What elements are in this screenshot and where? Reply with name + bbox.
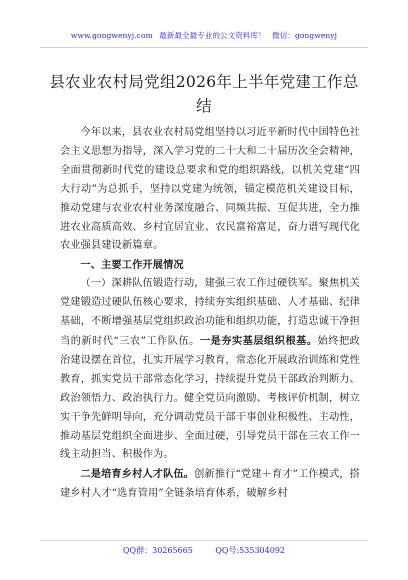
document-title: 县农业农村局党组2026年上半年党建工作总结 xyxy=(49,73,359,115)
site-tagline: 最新最全最专业的公文资料库！ xyxy=(159,31,266,40)
subsection-paragraph xyxy=(60,275,360,465)
subsection-text: 聚焦机关党建锻造过硬队伍核心要求，持续夯实组织基础、人才基础、纪律基础，不断增强基层党组织政治功能和组织功能，打造忠诚干净担当的新时代“三农”工作队伍。 xyxy=(60,278,360,347)
point-two-heading: 二是培育乡村人才队伍。 xyxy=(80,468,195,481)
point-two-text: 创新推行“党建＋育才”工作模式，搭建乡村人才“选育管用”全链条培育体系，破解乡村 xyxy=(60,469,360,500)
document-body xyxy=(60,124,360,504)
qq-group: QQ群：30265665 xyxy=(122,546,193,555)
qq-number: QQ号:535304092 xyxy=(215,546,285,555)
footer-divider xyxy=(40,540,368,541)
site-header xyxy=(0,30,408,41)
header-divider xyxy=(40,47,368,48)
site-url-link[interactable]: www.gongwenyj.com xyxy=(70,31,153,40)
subsection-heading: （一）深耕队伍锻造行动，建强三农工作过硬铁军。 xyxy=(80,278,319,290)
point-one-heading: 一是夯实基层组织根基。 xyxy=(199,334,318,347)
intro-paragraph: 今年以来，县农业农村局党组坚持以习近平新时代中国特色社会主义思想为指导，深入学习党的二十大和二十届历次全会精神，全面贯彻新时代党的建设总要求和党的组织路线，以机关党建“四大行动”为总抓手，坚持以党建为统领，锚定模范机关建设目标，推动党建与农业农村业务深度融合、同频共振、互促共进，全力推进农业高质高效、乡村宜居宜业、农民富裕富足，奋力谱写现代化农业强县建设新篇章。 xyxy=(60,127,360,252)
site-footer xyxy=(0,545,408,556)
wechat-id: 微信：gongwenyj xyxy=(272,31,338,40)
point-two-paragraph xyxy=(60,465,360,504)
section-heading: 一、主要工作开展情况 xyxy=(80,259,184,272)
point-one-text: 始终把政治建设摆在首位，扎实开展学习教育，常态化开展政治训练和党性教育，抓实党员干部常态化学习，持续提升党员干部政治判断力、政治领悟力、政治执行力。健全党员向激励、考核评价机制，树立实干争先鲜明导向，充分调动党员干部干事创业积极性、主动性，推动基层党组织全面进步、全面过硬，引导党员干部在三农工作一线主动担当、积极作为。 xyxy=(60,335,360,461)
